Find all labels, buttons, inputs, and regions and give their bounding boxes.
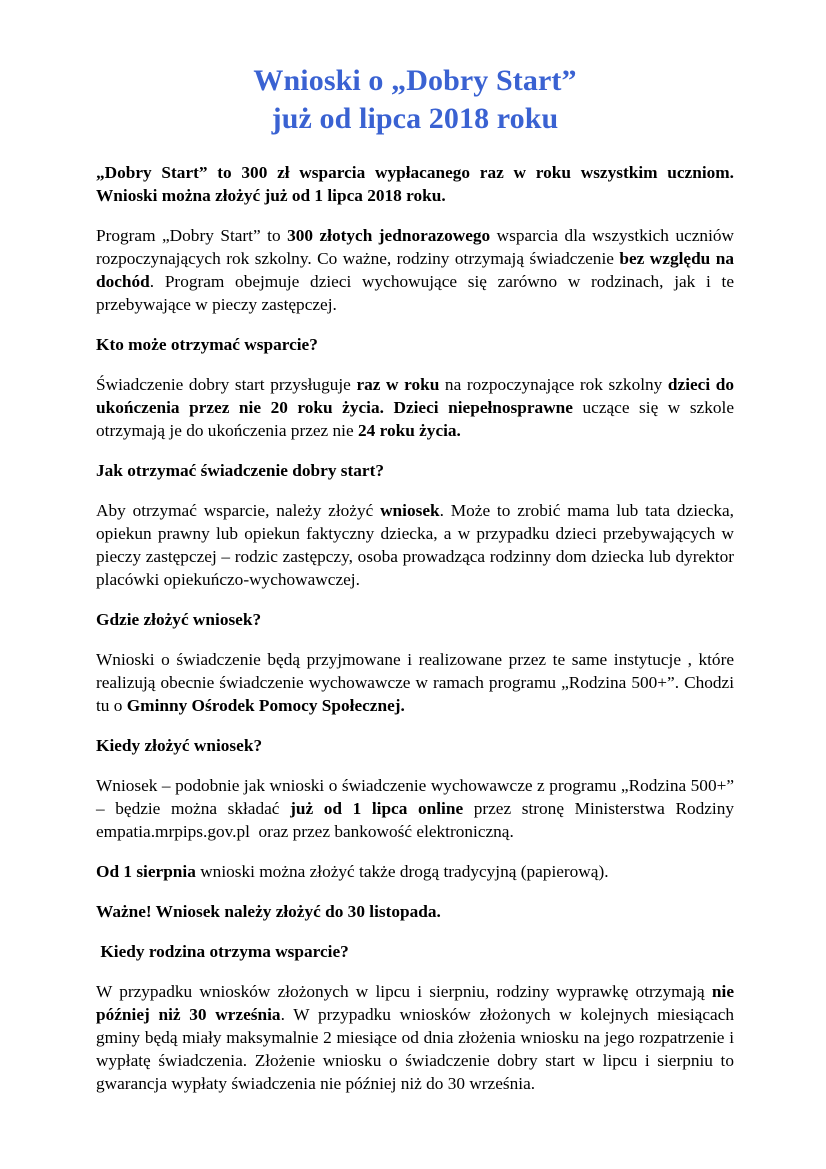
when-family-receives-body — [96, 980, 739, 1095]
when-to-submit-body-run-2: przez stronę Ministerstwa Rodziny empatia.mrpips.gov.pl oraz przez bankowość elektroniczną. — [96, 798, 739, 841]
how-to-receive-body-run-0: Aby otrzymać wsparcie, należy złożyć — [96, 500, 381, 520]
program-description — [96, 224, 739, 316]
important-deadline-run-0: Ważne! Wniosek należy złożyć do 30 listopada. — [96, 901, 441, 921]
heading-how-to-receive — [96, 459, 734, 482]
heading-where-to-submit-run-0: Gdzie złożyć wniosek? — [96, 609, 262, 629]
heading-where-to-submit — [96, 608, 734, 631]
page-title — [96, 62, 734, 139]
heading-how-to-receive-run-0: Jak otrzymać świadczenie dobry start? — [96, 460, 384, 480]
program-description-run-1: 300 złotych jednorazowego — [287, 225, 491, 245]
lead-paragraph-run-0: „Dobry Start” to 300 zł wsparcia wypłacanego raz w roku wszystkim uczniom. Wnioski można złożyć już od 1 lipca 2018 roku. — [96, 162, 739, 205]
who-can-receive-body-run-1: raz w roku — [356, 374, 440, 394]
document-content — [96, 62, 739, 1112]
who-can-receive-body — [96, 373, 739, 442]
page-title-line-2: już od lipca 2018 roku — [271, 102, 559, 136]
how-to-receive-body-run-2: . Może to zrobić mama lub tata dziecka, opiekun prawny lub opiekun faktyczny dziecka, a w przypadku dzieci przebywających w pieczy zastępczej – rodzic zastępczy, osoba prowadząca rodzinny dom dziecka lub dyrektor placówki opiekuńczo-wychowawczej. — [96, 500, 739, 589]
who-can-receive-body-run-2: na rozpoczynające rok szkolny — [439, 374, 668, 394]
paper-applications-run-0: Od 1 sierpnia — [96, 861, 196, 881]
where-to-submit-body-run-0: Wnioski o świadczenie będą przyjmowane i realizowane przez te same instytucje , które realizują obecnie świadczenie wychowawcze w ramach programu „Rodzina 500+”. Chodzi tu o — [96, 649, 739, 715]
when-to-submit-body-run-0: Wniosek – podobnie jak wnioski o świadczenie wychowawcze z programu „Rodzina 500+” – będzie można składać — [96, 775, 739, 818]
who-can-receive-body-run-4: uczące się w szkole otrzymają je do ukończenia przez nie — [96, 397, 739, 440]
who-can-receive-body-run-5: 24 roku życia. — [357, 420, 461, 440]
how-to-receive-body-run-1: wniosek — [380, 500, 440, 520]
who-can-receive-body-run-0: Świadczenie dobry start przysługuje — [96, 374, 357, 394]
paper-applications-run-1: wnioski można złożyć także drogą tradycyjną (papierową). — [195, 861, 609, 881]
important-deadline — [96, 900, 734, 923]
when-family-receives-body-run-2: . W przypadku wniosków złożonych w kolejnych miesiącach gminy będą miały maksymalnie 2 miesiące od dnia złożenia wniosku na jego rozpatrzenie i wypłatę świadczenia. Złożenie wniosku o świadczenie dobry start w lipcu i sierpniu to gwarancja wypłaty świadczenia nie później niż do 30 września. — [96, 1004, 739, 1093]
when-family-receives-body-run-1: nie później niż 30 września — [96, 981, 739, 1024]
where-to-submit-body-run-1: Gminny Ośrodek Pomocy Społecznej. — [126, 695, 405, 715]
document-body — [96, 161, 739, 1095]
when-to-submit-body — [96, 774, 739, 843]
program-description-run-4: . Program obejmuje dzieci wychowujące się zarówno w rodzinach, jak i te przebywające w pieczy zastępczej. — [96, 271, 739, 314]
who-can-receive-body-run-3: dzieci do ukończenia przez nie 20 roku życia. Dzieci niepełnosprawne — [96, 374, 739, 417]
heading-who-can-receive — [96, 333, 734, 356]
heading-when-to-submit-run-0: Kiedy złożyć wniosek? — [96, 735, 263, 755]
page-title-line-1: Wnioski o „Dobry Start” — [253, 64, 577, 97]
program-description-run-2: wsparcia dla wszystkich uczniów rozpoczynających rok szkolny. Co ważne, rodziny otrzymają świadczenie — [96, 225, 739, 268]
program-description-run-3: bez względu na dochód — [96, 248, 739, 291]
paper-applications — [96, 860, 734, 883]
when-to-submit-body-run-1: już od 1 lipca online — [290, 798, 464, 818]
when-family-receives-body-run-0: W przypadku wniosków złożonych w lipcu i sierpniu, rodziny wyprawkę otrzymają — [96, 981, 712, 1001]
heading-who-can-receive-run-0: Kto może otrzymać wsparcie? — [96, 334, 318, 354]
where-to-submit-body — [96, 648, 739, 717]
heading-when-family-receives-run-0: Kiedy rodzina otrzyma wsparcie? — [96, 941, 349, 961]
lead-paragraph — [96, 161, 739, 207]
how-to-receive-body — [96, 499, 739, 591]
heading-when-to-submit — [96, 734, 734, 757]
program-description-run-0: Program „Dobry Start” to — [96, 225, 288, 245]
heading-when-family-receives — [96, 940, 734, 963]
